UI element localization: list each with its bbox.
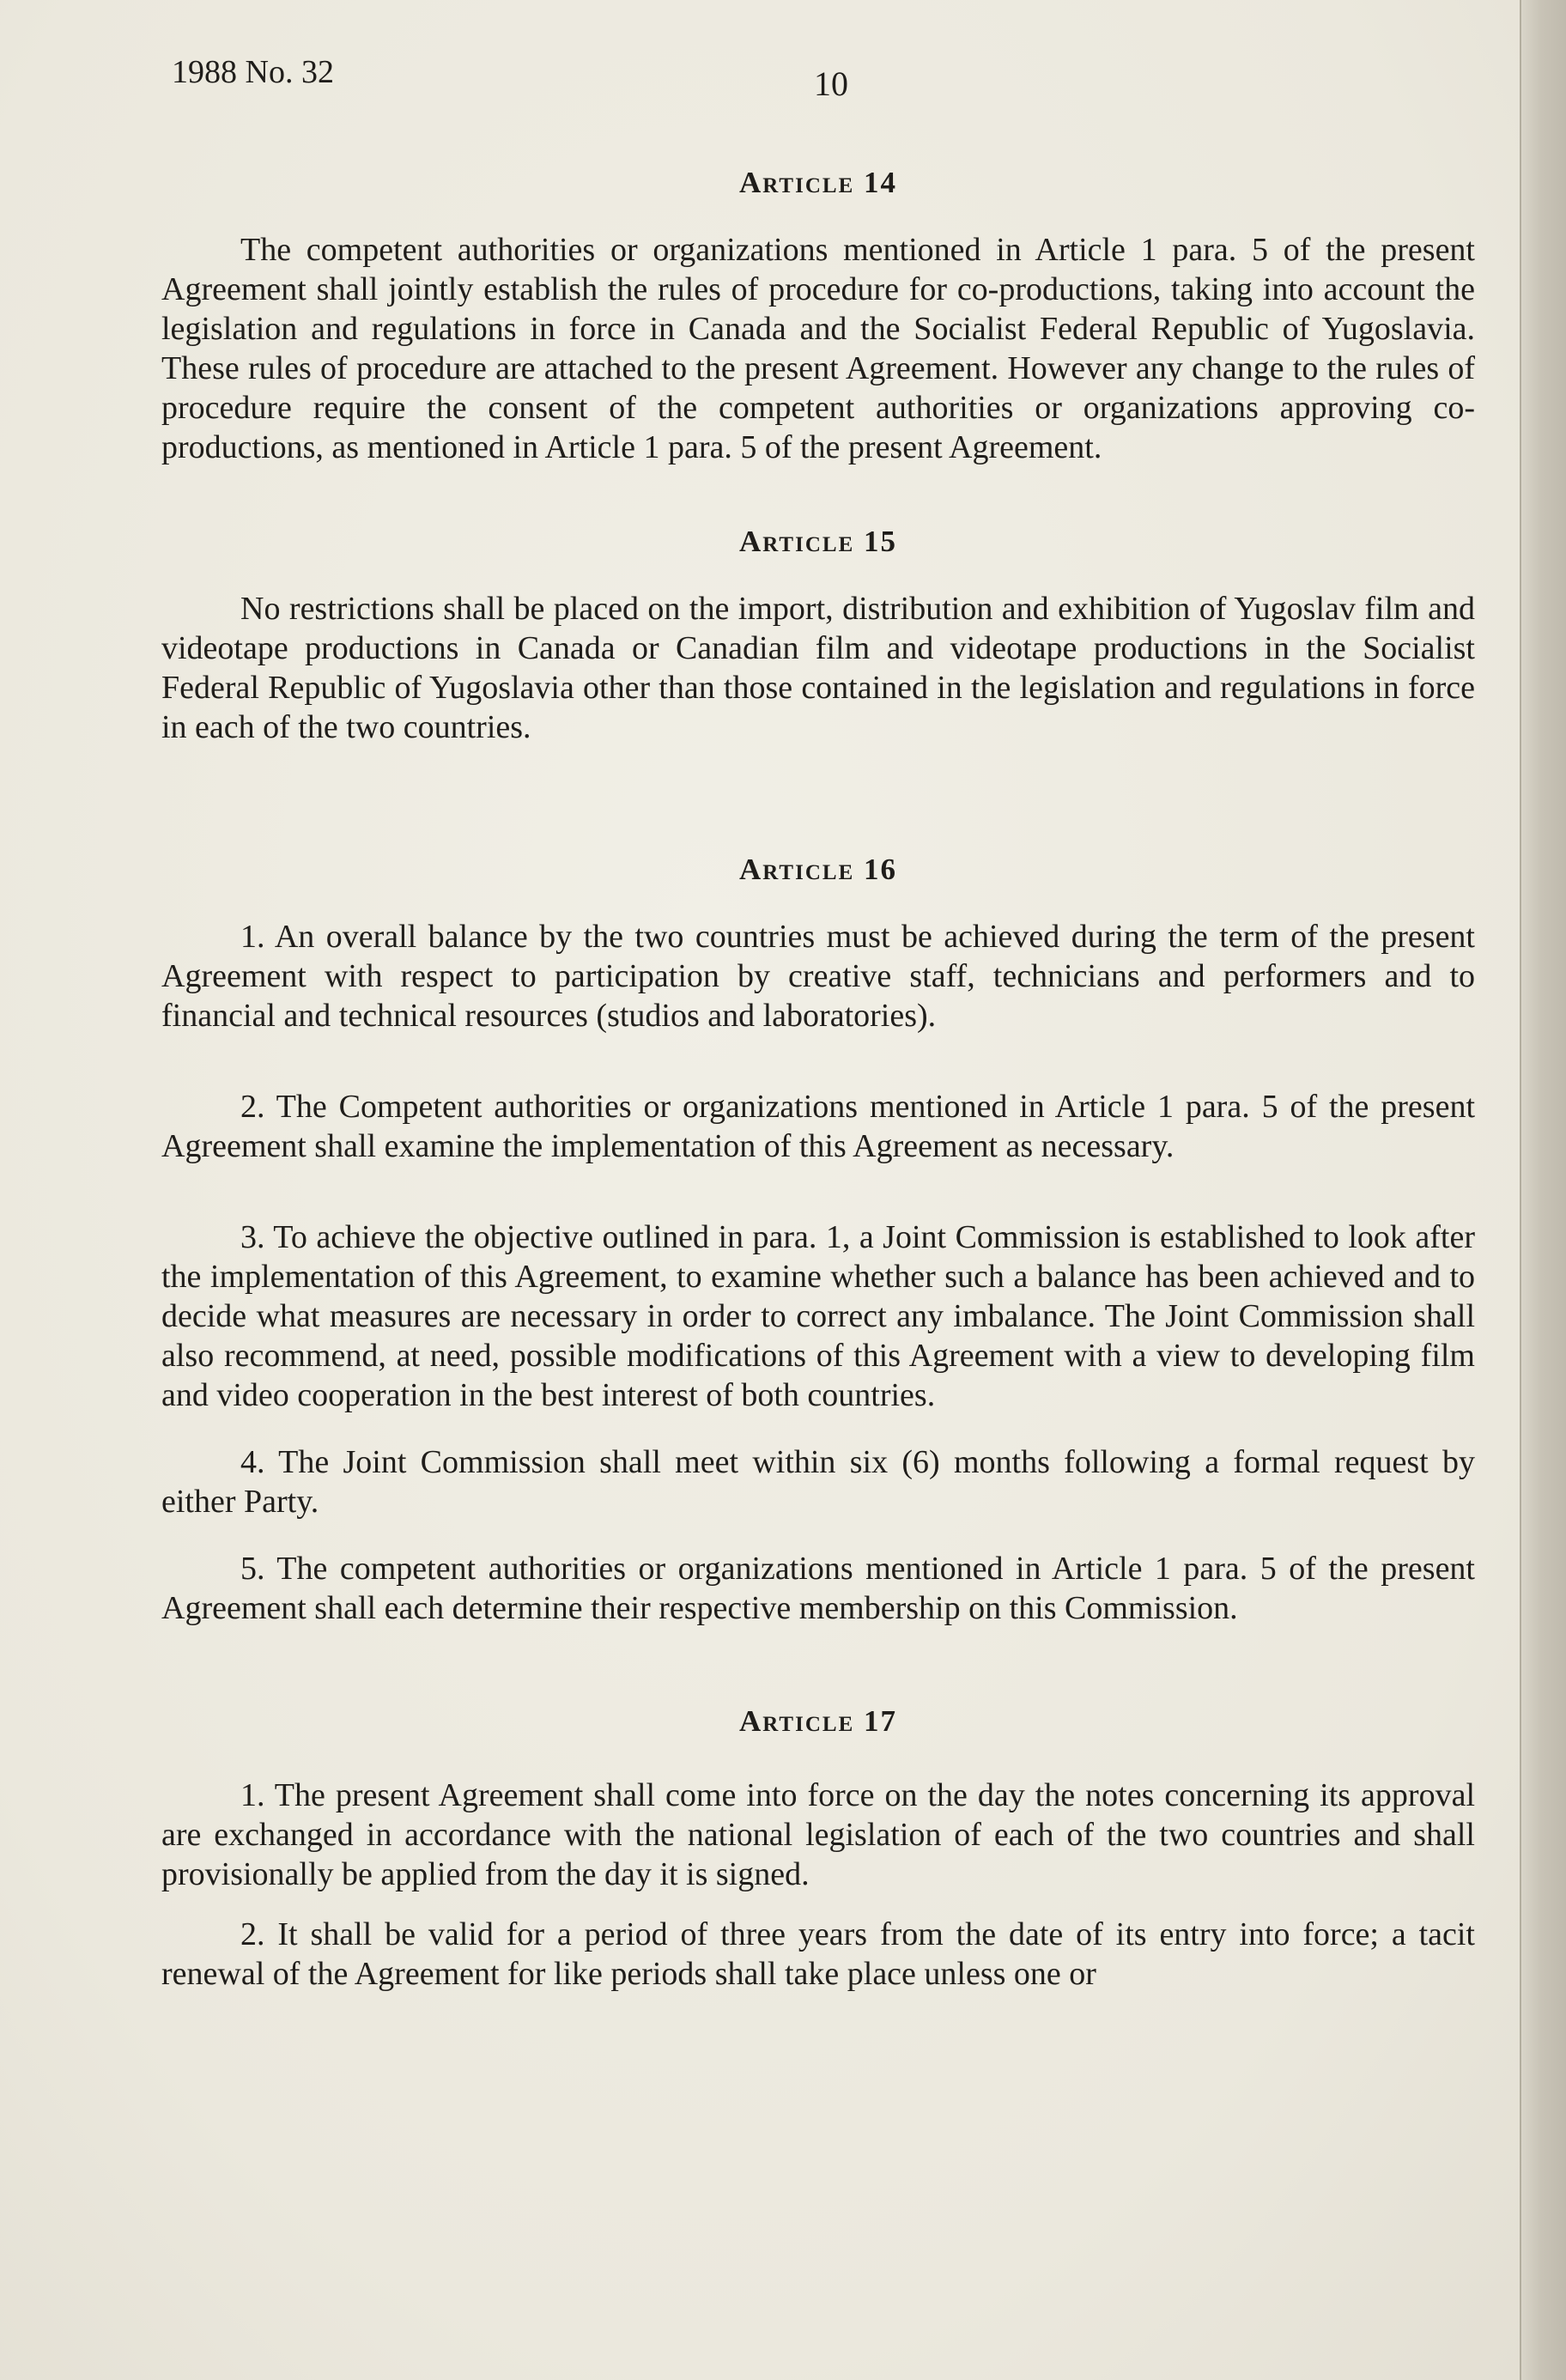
article-15 — [161, 522, 1475, 747]
statute-reference: 1988 No. 32 — [172, 54, 334, 90]
article-16 — [161, 850, 1475, 1628]
article-paragraph: 3. To achieve the objective outlined in para. 1, a Joint Commission is established to look after the implementation of this Agreement, to examine whether such a balance has been achieved and to decide what measures are necessary in order to correct any imbalance. The Joint Commission shall also recommend, at need, possible modifications of this Agreement with a view to developing film and video cooperation in the best interest of both countries. — [161, 1219, 1475, 1413]
article-paragraph: 1. An overall balance by the two countries must be achieved during the term of the present Agreement with respect to participation by creative staff, technicians and performers and to financial and technical resources (studios and laboratories). — [161, 919, 1475, 1034]
article-paragraph: 1. The present Agreement shall come into force on the day the notes concerning its approval are exchanged in accordance with the national legislation of each of the two countries and shall provisionally be applied from the day it is signed. — [161, 1777, 1475, 1892]
page-header — [172, 53, 1477, 113]
document-body — [161, 163, 1475, 1994]
article-paragraph: 4. The Joint Commission shall meet within six (6) months following a formal request by either Party. — [161, 1444, 1475, 1520]
article-paragraph: The competent authorities or organizations mentioned in Article 1 para. 5 of the present Agreement shall jointly establish the rules of procedure for co-productions, taking into account the legislation and regulations in force in Canada and the Socialist Federal Republic of Yugoslavia. These rules of procedure are attached to the present Agreement. However any change to the rules of procedure require the consent of the competent authorities or organizations approving co-productions, as mentioned in Article 1 para. 5 of the present Agreement. — [161, 232, 1475, 465]
page-number: 10 — [814, 64, 848, 103]
book-spine-shadow — [1520, 0, 1566, 2380]
article-heading: Article 17 — [738, 1704, 897, 1738]
article-paragraph: No restrictions shall be placed on the import, distribution and exhibition of Yugoslav film and videotape productions in Canada or Canadian film and videotape productions in the Socialist Federal Republic of Yugoslavia other than those contained in the legislation and regulations in force in each of the two countries. — [161, 591, 1475, 745]
article-heading: Article 16 — [738, 853, 897, 886]
article-heading: Article 14 — [738, 166, 897, 199]
article-paragraph: 2. It shall be valid for a period of three years from the date of its entry into force; a tacit renewal of the Agreement for like periods shall take place unless one or — [161, 1916, 1475, 1992]
article-paragraph: 5. The competent authorities or organizations mentioned in Article 1 para. 5 of the present Agreement shall each determine their respective membership on this Commission. — [161, 1551, 1475, 1626]
article-paragraph: 2. The Competent authorities or organizations mentioned in Article 1 para. 5 of the present Agreement shall examine the implementation of this Agreement as necessary. — [161, 1089, 1475, 1164]
article-heading: Article 15 — [738, 525, 897, 558]
article-17 — [161, 1702, 1475, 1994]
article-14 — [161, 163, 1475, 467]
